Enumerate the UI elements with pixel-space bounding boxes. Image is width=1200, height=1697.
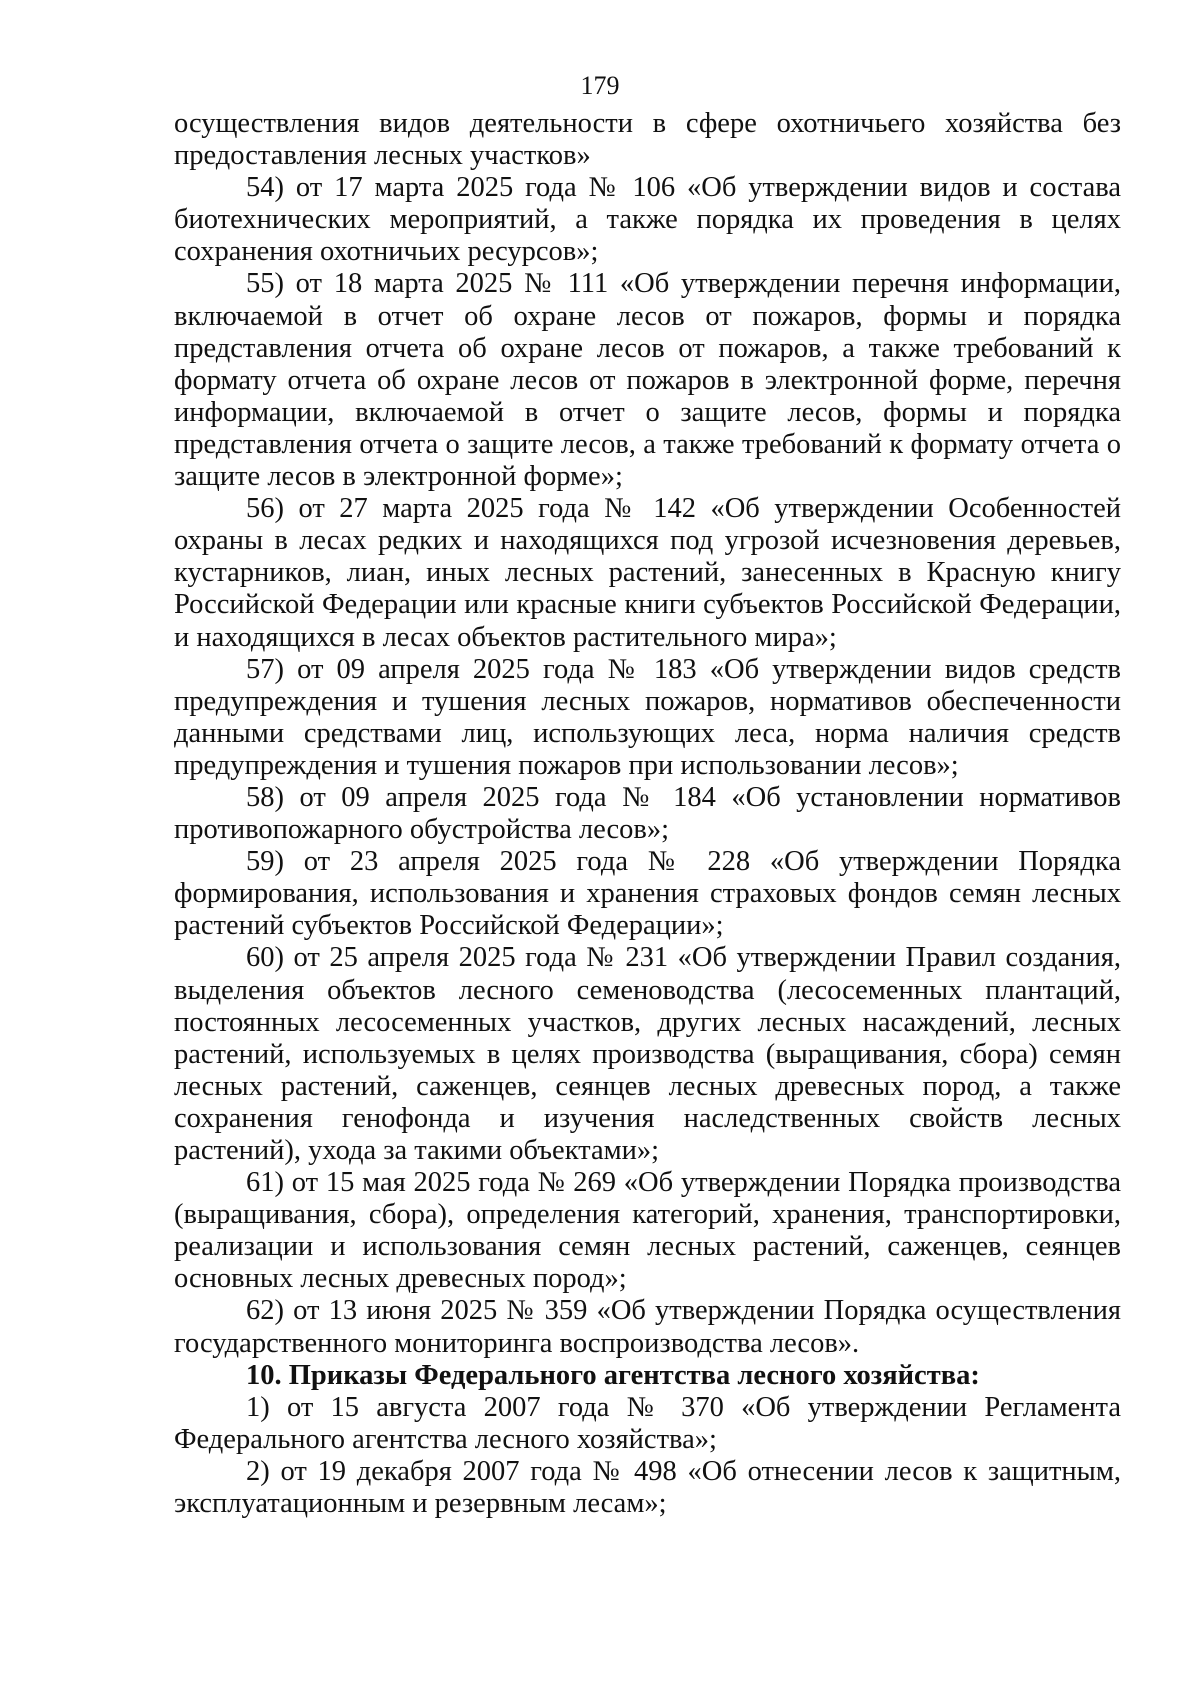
- list-item-59: 59) от 23 апреля 2025 года № 228 «Об утверждении Порядка формирования, использования и хранения страховых фондов семян лесных растений субъектов Российской Федерации»;: [174, 846, 1121, 942]
- list-item-57: 57) от 09 апреля 2025 года № 183 «Об утверждении видов средств предупреждения и тушения лесных пожаров, нормативов обеспеченности данными средствами лиц, использующих леса, норма наличия средств предупреждения и тушения пожаров при использовании лесов»;: [174, 653, 1121, 781]
- section-heading: 10. Приказы Федерального агентства лесного хозяйства:: [246, 1359, 980, 1391]
- document-body: [174, 108, 1121, 1520]
- list-item-54: 54) от 17 марта 2025 года № 106 «Об утверждении видов и состава биотехнических мероприятий, а также порядка их проведения в целях сохранения охотничьих ресурсов»;: [174, 172, 1121, 268]
- list-item-62: 62) от 13 июня 2025 № 359 «Об утверждении Порядка осуществления государственного мониторинга воспроизводства лесов».: [174, 1295, 1121, 1359]
- list-item-61: 61) от 15 мая 2025 года № 269 «Об утверждении Порядка производства (выращивания, сбора), определения категорий, хранения, транспортировки, реализации и использования семян лесных растений, саженцев, сеянцев основных лесных древесных пород»;: [174, 1167, 1121, 1295]
- list-item-58: 58) от 09 апреля 2025 года № 184 «Об установлении нормативов противопожарного обустройства лесов»;: [174, 781, 1121, 846]
- continuation-paragraph: осуществления видов деятельности в сфере охотничьего хозяйства без предоставления лесных участков»: [174, 108, 1121, 172]
- section-list-item-1: 1) от 15 августа 2007 года № 370 «Об утверждении Регламента Федерального агентства лесного хозяйства»;: [174, 1391, 1121, 1455]
- list-item-55: 55) от 18 марта 2025 № 111 «Об утверждении перечня информации, включаемой в отчет об охране лесов от пожаров, формы и порядка представления отчета об охране лесов от пожаров, а также требований к формату отчета об охране лесов от пожаров в электронной форме, перечня информации, включаемой в отчет о защите лесов, формы и порядка представления отчета о защите лесов, а также требований к формату отчета о защите лесов в электронной форме»;: [174, 268, 1121, 493]
- list-item-56: 56) от 27 марта 2025 года № 142 «Об утверждении Особенностей охраны в лесах редких и находящихся под угрозой исчезновения деревьев, кустарников, лиан, иных лесных растений, занесенных в Красную книгу Российской Федерации или красные книги субъектов Российской Федерации, и находящихся в лесах объектов растительного мира»;: [174, 493, 1121, 653]
- page-number: 179: [580, 71, 620, 100]
- list-item-60: 60) от 25 апреля 2025 года № 231 «Об утверждении Правил создания, выделения объектов лесного семеноводства (лесосеменных плантаций, постоянных лесосеменных участков, других лесных насаждений, лесных растений, используемых в целях производства (выращивания, сбора) семян лесных растений, саженцев, сеянцев лесных древесных пород, а также сохранения генофонда и изучения наследственных свойств лесных растений), ухода за такими объектами»;: [174, 942, 1121, 1166]
- section-list-item-2: 2) от 19 декабря 2007 года № 498 «Об отнесении лесов к защитным, эксплуатационным и резервным лесам»;: [174, 1455, 1121, 1520]
